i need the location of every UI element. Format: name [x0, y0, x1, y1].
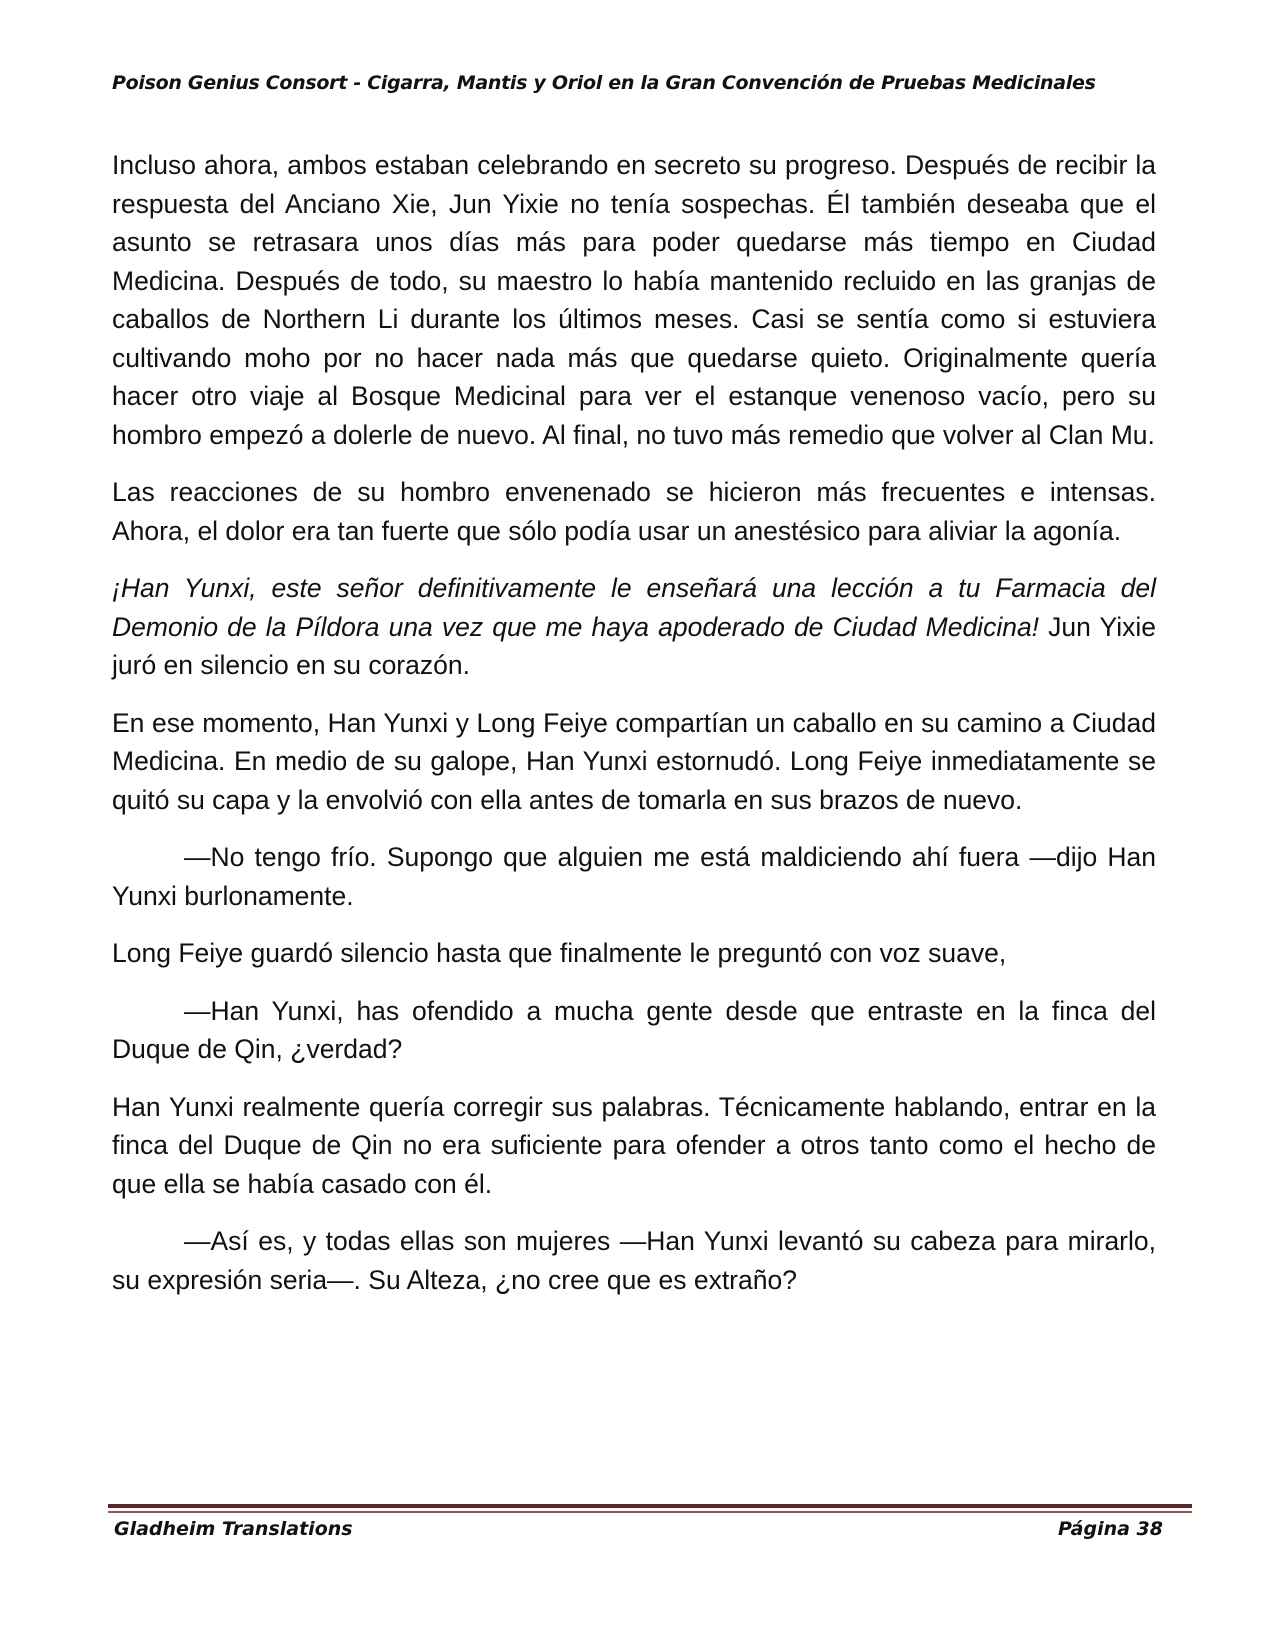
- footer-credit: Gladheim Translations: [114, 1518, 353, 1540]
- footer-divider-thin: [108, 1511, 1192, 1513]
- paragraph-1: Incluso ahora, ambos estaban celebrando en secreto su progreso. Después de recibir la respuesta del Anciano Xie, Jun Yixie no tenía sospechas. Él también deseaba que el asunto se retrasara unos días más para poder quedarse más tiempo en Ciudad Medicina. Después de todo, su maestro lo había mantenido recluido en las granjas de caballos de Northern Li durante los últimos meses. Casi se sentía como si estuviera cultivando moho por no hacer nada más que quedarse quieto. Originalmente quería hacer otro viaje al Bosque Medicinal para ver el estanque venenoso vacío, pero su hombro empezó a dolerle de nuevo. Al final, no tuvo más remedio que volver al Clan Mu.: [112, 150, 1156, 450]
- paragraph-3-italic: ¡Han Yunxi, este señor definitivamente le enseñará una lección a tu Farmacia del Demonio de la Píldora una vez que me haya apoderado de Ciudad Medicina!: [112, 573, 1156, 642]
- paragraph-3-rest: Jun Yixie juró en silencio en su corazón.: [112, 611, 1156, 680]
- page-number: Página 38: [1057, 1518, 1163, 1540]
- paragraph-7: —Han Yunxi, has ofendido a mucha gente desde que entraste en la finca del Duque de Qin, ¿verdad?: [112, 995, 1156, 1064]
- paragraph-6: Long Feiye guardó silencio hasta que finalmente le preguntó con voz suave,: [112, 938, 1007, 968]
- paragraph-2: Las reacciones de su hombro envenenado se hicieron más frecuentes e intensas. Ahora, el dolor era tan fuerte que sólo podía usar un anestésico para aliviar la agonía.: [112, 477, 1156, 546]
- paragraph-5: —No tengo frío. Supongo que alguien me está maldiciendo ahí fuera —dijo Han Yunxi burlonamente.: [112, 842, 1156, 911]
- paragraph-8: Han Yunxi realmente quería corregir sus palabras. Técnicamente hablando, entrar en la finca del Duque de Qin no era suficiente para ofender a otros tanto como el hecho de que ella se había casado con él.: [112, 1091, 1156, 1199]
- paragraph-4: En ese momento, Han Yunxi y Long Feiye compartían un caballo en su camino a Ciudad Medicina. En medio de su galope, Han Yunxi estornudó. Long Feiye inmediatamente se quitó su capa y la envolvió con ella antes de tomarla en sus brazos de nuevo.: [112, 707, 1156, 815]
- page-body: [112, 146, 1156, 1318]
- footer-divider-thick: [108, 1504, 1192, 1508]
- paragraph-9: —Así es, y todas ellas son mujeres —Han Yunxi levantó su cabeza para mirarlo, su expresión seria—. Su Alteza, ¿no cree que es extraño?: [112, 1226, 1156, 1295]
- page-header-title: Poison Genius Consort - Cigarra, Mantis y Oriol en la Gran Convención de Pruebas Medicinales: [112, 72, 1096, 94]
- paragraph-3: [112, 569, 1156, 685]
